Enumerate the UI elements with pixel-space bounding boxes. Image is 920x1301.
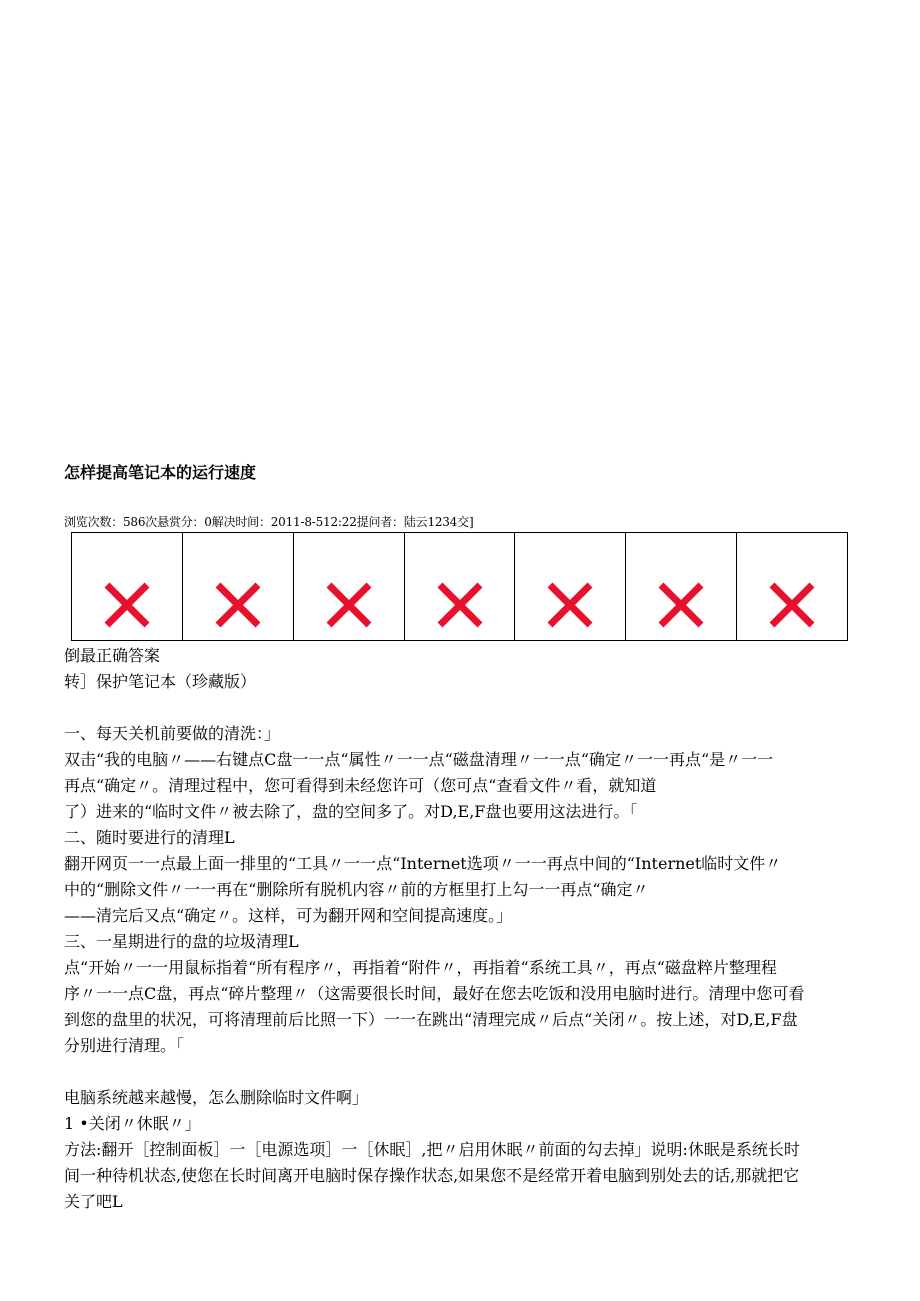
broken-image-x-icon: [544, 579, 596, 631]
best-answer-heading: 倒最正确答案: [64, 646, 161, 665]
paragraph-line: 点“开始〃一一用鼠标指着“所有程序〃，再指着“附件〃，再指着“系统工具〃，再点“磁盘粹片整理程: [64, 958, 777, 977]
repost-title: 转］保护笔记本（珍藏版）: [64, 672, 257, 691]
broken-image-x-icon: [655, 579, 707, 631]
numbered-item-heading: 1 •关闭〃休眠〃」: [64, 1114, 201, 1133]
image-placeholder-3: [294, 533, 405, 640]
document-body: [64, 643, 864, 1215]
image-placeholder-7: [737, 533, 847, 640]
subtopic-heading: 电脑系统越来越慢，怎么删除临时文件啊」: [64, 1088, 369, 1107]
image-placeholder-5: [515, 533, 626, 640]
broken-image-x-icon: [101, 579, 153, 631]
blank-line: [64, 695, 864, 721]
paragraph-line: 再点“确定〃。清理过程中，您可看得到未经您许可（您可点“查看文件〃看，就知道: [64, 776, 657, 795]
paragraph-line: 了）进来的“临时文件〃被去除了，盘的空间多了。对D,E,F盘也要用这法进行。「: [64, 802, 638, 821]
paragraph-line: 翻开网页一一点最上面一排里的“工具〃一一点“Internet选项〃一一再点中间的“Internet临时文件〃: [64, 854, 782, 873]
image-placeholder-1: [72, 533, 183, 640]
paragraph-line: 关了吧L: [64, 1192, 123, 1211]
paragraph-line: 间一种待机状态,使您在长时间离开电脑时保存操作状态,如果您不是经常开着电脑到别处去的话,那就把它: [64, 1166, 800, 1185]
blank-line: [64, 1059, 864, 1085]
image-placeholder-4: [405, 533, 516, 640]
section-heading-1: 一、每天关机前要做的清洗：」: [64, 724, 281, 743]
paragraph-line: 方法:翻开［控制面板］一［电源选项］一［休眠］,把〃启用休眠〃前面的勾去掉」说明:休眠是系统长时: [64, 1140, 800, 1159]
paragraph-line: 双击“我的电脑〃——右键点C盘一一点“属性〃一一点“磁盘清理〃一一点“确定〃一一再点“是〃一一: [64, 750, 774, 769]
broken-image-x-icon: [323, 579, 375, 631]
question-meta-line: 浏览次数：586次悬赏分：0解决时间：2011-8-512:22提问者：陆云1234交]: [64, 515, 474, 529]
image-placeholder-6: [626, 533, 737, 640]
broken-image-x-icon: [212, 579, 264, 631]
broken-image-x-icon: [434, 579, 486, 631]
paragraph-line: 序〃一一点C盘，再点“碎片整理〃（这需要很长时间，最好在您去吃饭和没用电脑时进行。清理中您可看: [64, 984, 805, 1003]
paragraph-line: ——清完后又点“确定〃。这样，可为翻开网和空间提高速度。」: [64, 906, 513, 925]
broken-image-x-icon: [766, 579, 818, 631]
paragraph-line: 中的“删除文件〃一一再在“删除所有脱机内容〃前的方框里打上勾一一再点“确定〃: [64, 880, 649, 899]
image-strip: [71, 532, 848, 641]
paragraph-line: 分别进行清理。「: [64, 1036, 185, 1055]
paragraph-line: 到您的盘里的状况，可将清理前后比照一下）一一在跳出“清理完成〃后点“关闭〃。按上述，对D,E,F盘: [64, 1010, 798, 1029]
section-heading-2: 二、随时要进行的清理L: [64, 828, 235, 847]
image-placeholder-2: [183, 533, 294, 640]
document-title: 怎样提高笔记本的运行速度: [64, 463, 257, 482]
section-heading-3: 三、一星期进行的盘的垃圾清理L: [64, 932, 299, 951]
